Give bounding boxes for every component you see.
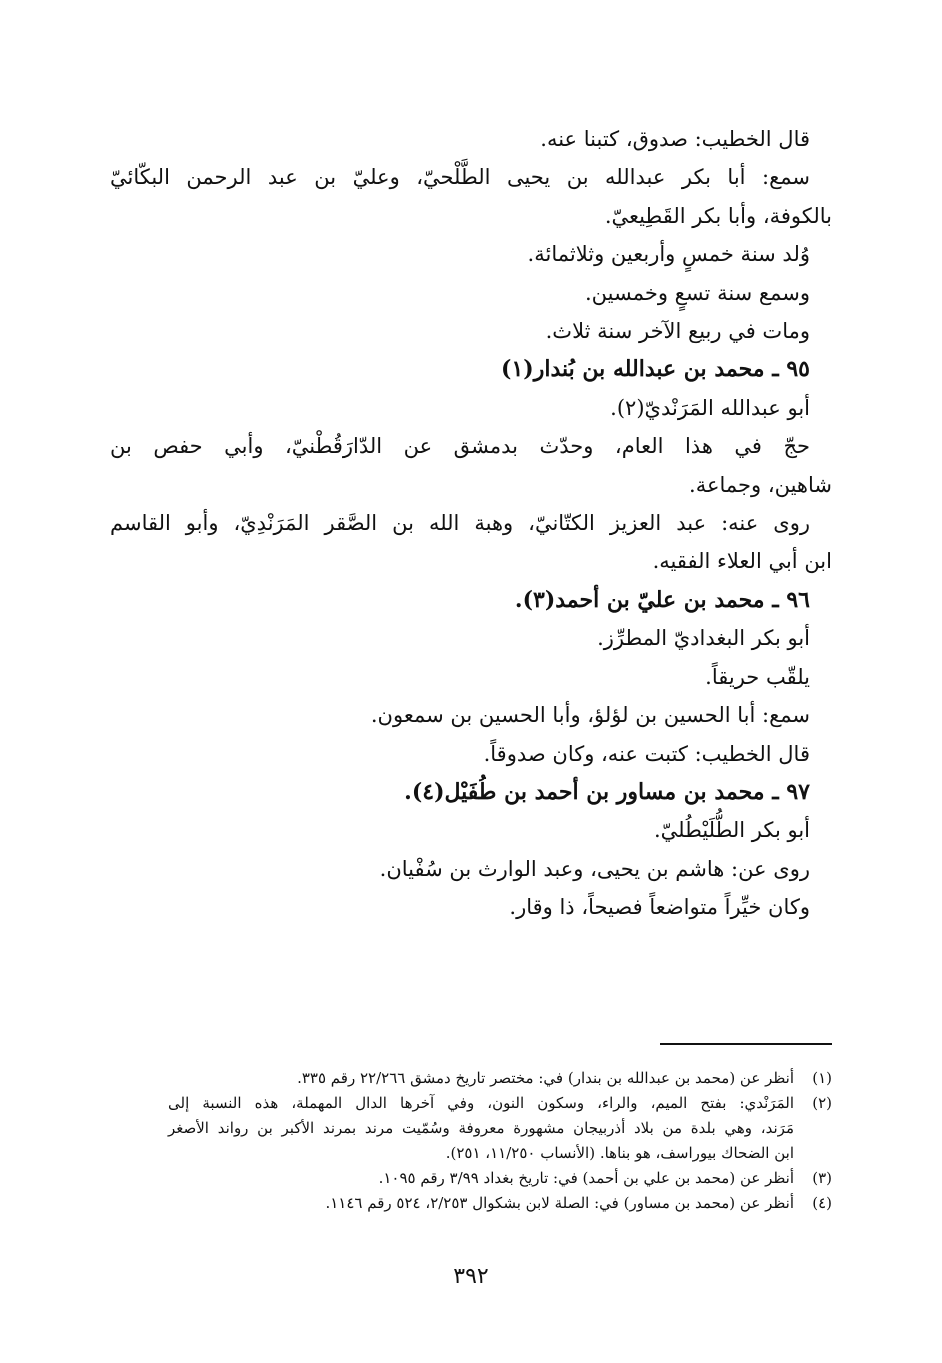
text-line: سمع: أبا الحسين بن لؤلؤ، وأبا الحسين بن سمعون.: [370, 703, 810, 728]
text-line: روى عن: هاشم بن يحيى، وعبد الوارث بن سُفْيان.: [379, 856, 810, 881]
footnote-number: (١): [812, 1069, 832, 1087]
text-line: يلقّب حريقاً.: [705, 664, 810, 689]
text-line: سمع: أبا بكر عبدالله بن يحيى الطَّلْحيّ، وعليّ بن عبد الرحمن البكّائيّ: [110, 165, 810, 190]
footnote-text: [168, 1191, 794, 1216]
footnote-separator: [660, 1043, 832, 1045]
footnote-line: مَرَند، وهي بلدة من بلاد أذربيجان مشهورة معروفة وسُمّيت مرند بمرند الأكبر بن رواند الأصغر: [168, 1119, 794, 1137]
footnote-line: أنظر عن (محمد بن علي بن أحمد) في: تاريخ بغداد ٣/٩٩ رقم ١٠٩٥.: [378, 1169, 794, 1187]
footnote-line: أنظر عن (محمد بن مساور) في: الصلة لابن بشكوال ٢/٢٥٣، ٥٢٤ رقم ١١٤٦.: [325, 1194, 794, 1212]
page-number: ٣٩٢: [453, 1264, 489, 1289]
footnote-line: المَرَنْدي: بفتح الميم، والراء، وسكون النون، وفي آخرها الدال المهملة، هذه النسبة إلى: [168, 1094, 794, 1112]
footnote-number: (٢): [812, 1094, 832, 1112]
text-line: ومات في ربيع الآخر سنة ثلاث.: [545, 319, 810, 344]
footnote-number: (٤): [812, 1194, 832, 1212]
text-line: قال الخطيب: كتبت عنه، وكان صدوقاً.: [483, 741, 810, 766]
footnotes-block: [168, 1066, 832, 1216]
text-line: بالكوفة، وأبا بكر القَطِيعيّ.: [604, 203, 832, 228]
entry-heading: ٩٥ ـ محمد بن عبدالله بن بُندار(١): [501, 356, 810, 383]
text-line: ابن أبي العلاء الفقيه.: [652, 549, 832, 574]
main-text-block: [110, 120, 832, 927]
footnote: [168, 1066, 832, 1091]
footnote: [168, 1091, 832, 1166]
footnote-text: [168, 1066, 794, 1091]
entry-heading: ٩٧ ـ محمد بن مساور بن أحمد بن طُفَيْل(٤).: [404, 778, 810, 805]
footnote-text: [168, 1091, 794, 1166]
text-line: أبو بكر البغداديّ المطرِّز.: [597, 626, 810, 651]
text-line: روى عنه: عبد العزيز الكتّانيّ، وهبة الله بن الصَّقر المَرَنْدِيّ، وأبو القاسم: [110, 511, 810, 536]
entry-heading: ٩٦ ـ محمد بن عليّ بن أحمد(٣).: [514, 586, 810, 613]
text-line: وُلد سنة خمسٍ وأربعين وثلاثمائة.: [527, 242, 810, 267]
footnote: [168, 1166, 832, 1191]
footnote-line: ابن الضحاك بيوراسف، هو بناها. (الأنساب ١١/٢٥٠، ٢٥١).: [445, 1144, 794, 1162]
text-line: أبو عبدالله المَرَنْديّ(٢).: [610, 395, 810, 420]
text-line: وسمع سنة تسعٍ وخمسين.: [584, 280, 810, 305]
footnote: [168, 1191, 832, 1216]
footnote-line: أنظر عن (محمد بن عبدالله بن بندار) في: مختصر تاريخ دمشق ٢٢/٢٦٦ رقم ٣٣٥.: [297, 1069, 794, 1087]
text-line: أبو بكر الطُّلَيْطُليّ.: [653, 818, 810, 843]
text-line: شاهين، وجماعة.: [689, 472, 832, 497]
text-line: حجّ في هذا العام، وحدّث بدمشق عن الدّارَقُطْنيّ، وأبي حفص بن: [110, 434, 810, 459]
footnote-number: (٣): [812, 1169, 832, 1187]
text-line: قال الخطيب: صدوق، كتبنا عنه.: [540, 127, 810, 151]
text-line: وكان خيِّراً متواضعاً فصيحاً، ذا وقار.: [509, 895, 810, 920]
footnote-text: [168, 1166, 794, 1191]
